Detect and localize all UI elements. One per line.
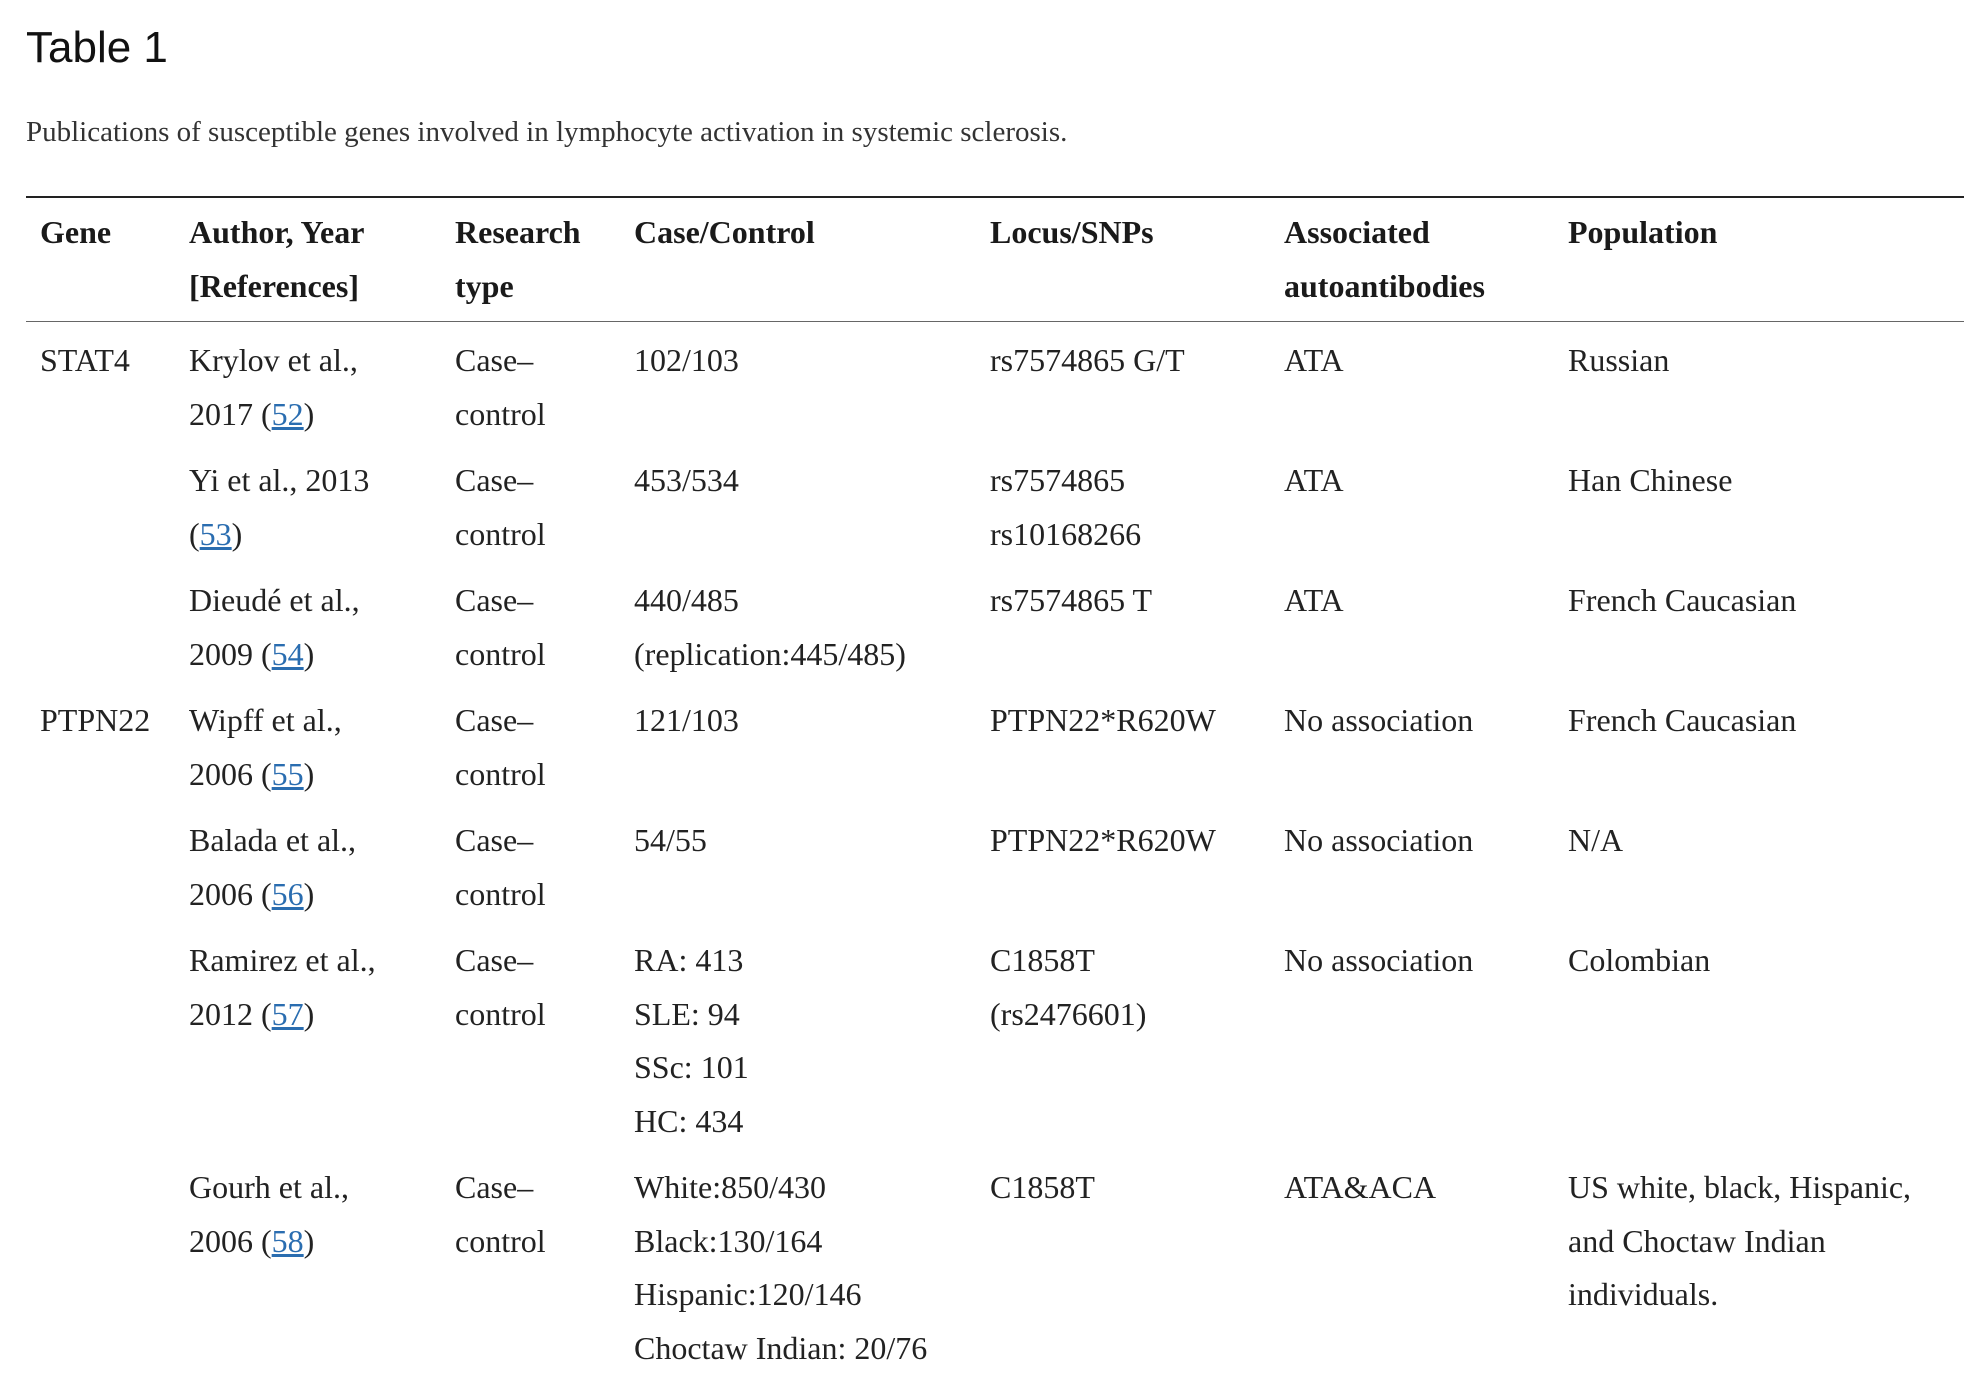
cell-case-control <box>620 801 976 921</box>
cell-research-type-line: Case– <box>455 942 534 978</box>
cell-case-control <box>620 561 976 681</box>
header-case-control <box>620 197 976 322</box>
cell-author-year <box>175 921 441 1148</box>
header-gene <box>26 197 175 322</box>
cell-locus-snps-line: PTPN22*R620W <box>990 822 1216 858</box>
cell-population-line: US white, black, Hispanic, <box>1568 1169 1912 1205</box>
author-year-line: 2012 (57) <box>189 995 315 1032</box>
cell-locus-snps-line: rs7574865 T <box>990 582 1153 618</box>
author-line: Dieudé et al., <box>189 582 360 618</box>
cell-locus-snps <box>976 921 1270 1148</box>
reference-link[interactable]: 52 <box>271 395 304 432</box>
cell-author-year <box>175 561 441 681</box>
cell-research-type-line: control <box>455 875 546 912</box>
author-year-line: 2017 (52) <box>189 395 315 432</box>
cell-locus-snps-line: C1858T <box>990 1169 1095 1205</box>
cell-autoantibodies-line: ATA&ACA <box>1284 1169 1437 1205</box>
cell-case-control-line: 54/55 <box>634 822 707 858</box>
cell-locus-snps <box>976 322 1270 442</box>
cell-case-control <box>620 1148 976 1375</box>
cell-research-type <box>441 801 620 921</box>
cell-locus-snps <box>976 561 1270 681</box>
author-year-text: 2012 ( <box>189 995 272 1032</box>
cell-autoantibodies <box>1270 322 1554 442</box>
cell-case-control-line: Black:130/164 <box>634 1222 823 1259</box>
cell-research-type-line: control <box>455 995 546 1032</box>
table-row <box>26 1148 1964 1375</box>
data-table <box>26 196 1964 1375</box>
cell-locus-snps-line: PTPN22*R620W <box>990 702 1216 738</box>
cell-case-control-line: 440/485 <box>634 582 739 618</box>
cell-autoantibodies <box>1270 681 1554 801</box>
cell-autoantibodies <box>1270 921 1554 1148</box>
cell-research-type <box>441 681 620 801</box>
table-title: Table 1 <box>26 23 168 72</box>
cell-case-control-line: Hispanic:120/146 <box>634 1276 862 1312</box>
cell-author-year <box>175 441 441 561</box>
cell-research-type-line: Case– <box>455 462 534 498</box>
table-header <box>26 197 1964 322</box>
cell-research-type <box>441 1148 620 1375</box>
cell-author-year <box>175 1148 441 1375</box>
table-row <box>26 921 1964 1148</box>
cell-autoantibodies-line: No association <box>1284 702 1474 738</box>
table-caption: Publications of susceptible genes involved in lymphocyte activation in systemic sclerosis. <box>26 116 1068 148</box>
reference-link[interactable]: 53 <box>199 515 232 552</box>
header-line: autoantibodies <box>1284 267 1485 304</box>
cell-case-control-line: Choctaw Indian: 20/76 <box>634 1329 928 1366</box>
cell-population <box>1554 681 1964 801</box>
reference-link[interactable]: 58 <box>271 1222 304 1259</box>
cell-autoantibodies-line: No association <box>1284 822 1474 858</box>
cell-autoantibodies <box>1270 561 1554 681</box>
cell-population <box>1554 1148 1964 1375</box>
author-line: Balada et al., <box>189 822 357 858</box>
table-row <box>26 561 1964 681</box>
cell-research-type-line: control <box>455 755 546 792</box>
author-year-line: 2009 (54) <box>189 635 315 672</box>
author-year-text: 2009 ( <box>189 635 272 672</box>
cell-gene <box>26 801 175 921</box>
author-line: Krylov et al., <box>189 342 358 378</box>
cell-population <box>1554 441 1964 561</box>
reference-link[interactable]: 55 <box>271 755 304 792</box>
author-year-text: 2017 ( <box>189 395 272 432</box>
reference-link[interactable]: 57 <box>271 995 304 1032</box>
author-year-text: 2006 ( <box>189 875 272 912</box>
cell-locus-snps-line: (rs2476601) <box>990 995 1147 1032</box>
cell-case-control-line: 102/103 <box>634 342 739 378</box>
author-line: Yi et al., 2013 <box>189 462 370 498</box>
cell-case-control <box>620 441 976 561</box>
cell-case-control-line: 121/103 <box>634 702 739 738</box>
cell-population <box>1554 561 1964 681</box>
cell-population-line: French Caucasian <box>1568 582 1797 618</box>
cell-research-type-line: control <box>455 635 546 672</box>
header-author-year <box>175 197 441 322</box>
cell-research-type-line: Case– <box>455 1169 534 1205</box>
cell-locus-snps-line: rs7574865 G/T <box>990 342 1185 378</box>
cell-gene <box>26 441 175 561</box>
cell-case-control-line: HC: 434 <box>634 1102 744 1139</box>
author-year-line: 2006 (58) <box>189 1222 315 1259</box>
cell-case-control-line: SLE: 94 <box>634 995 740 1032</box>
cell-population-line: Russian <box>1568 342 1670 378</box>
cell-population-line: French Caucasian <box>1568 702 1797 738</box>
author-year-line: 2006 (56) <box>189 875 315 912</box>
cell-case-control-line: 453/534 <box>634 462 739 498</box>
cell-autoantibodies <box>1270 801 1554 921</box>
cell-author-year <box>175 801 441 921</box>
author-line: Gourh et al., <box>189 1169 349 1205</box>
cell-case-control <box>620 921 976 1148</box>
cell-population <box>1554 322 1964 442</box>
header-research-type <box>441 197 620 322</box>
table-row <box>26 681 1964 801</box>
cell-locus-snps-line: C1858T <box>990 942 1095 978</box>
header-line: Locus/SNPs <box>990 214 1154 250</box>
header-line: Author, Year <box>189 214 365 250</box>
table-row <box>26 441 1964 561</box>
cell-research-type <box>441 322 620 442</box>
author-year-text: 2006 ( <box>189 1222 272 1259</box>
cell-author-year <box>175 322 441 442</box>
cell-case-control-line: SSc: 101 <box>634 1049 749 1085</box>
header-line: Research <box>455 214 581 250</box>
cell-autoantibodies-line: No association <box>1284 942 1474 978</box>
header-line: [References] <box>189 267 359 304</box>
table-body <box>26 322 1964 1376</box>
cell-case-control-line: RA: 413 <box>634 942 744 978</box>
cell-research-type <box>441 441 620 561</box>
cell-gene <box>26 921 175 1148</box>
cell-case-control <box>620 322 976 442</box>
cell-autoantibodies <box>1270 441 1554 561</box>
cell-author-year <box>175 681 441 801</box>
cell-locus-snps <box>976 1148 1270 1375</box>
cell-gene <box>26 1148 175 1375</box>
author-year-line: (53) <box>189 515 243 552</box>
header-row <box>26 197 1964 322</box>
author-year-text: 2006 ( <box>189 755 272 792</box>
cell-locus-snps-line: rs7574865 <box>990 462 1126 498</box>
cell-population <box>1554 801 1964 921</box>
cell-research-type-line: control <box>455 395 546 432</box>
reference-link[interactable]: 56 <box>271 875 304 912</box>
cell-autoantibodies <box>1270 1148 1554 1375</box>
header-line: Associated <box>1284 214 1430 250</box>
table-row <box>26 322 1964 442</box>
cell-locus-snps <box>976 681 1270 801</box>
cell-locus-snps-line: rs10168266 <box>990 515 1142 552</box>
cell-autoantibodies-line: ATA <box>1284 582 1344 618</box>
table-row <box>26 801 1964 921</box>
author-year-text: ( <box>189 515 200 552</box>
author-line: Wipff et al., <box>189 702 342 738</box>
header-line: Population <box>1568 214 1718 250</box>
cell-gene: STAT4 <box>40 342 130 378</box>
cell-population <box>1554 921 1964 1148</box>
header-line: Case/Control <box>634 214 815 250</box>
cell-case-control <box>620 681 976 801</box>
cell-research-type <box>441 561 620 681</box>
cell-research-type-line: Case– <box>455 702 534 738</box>
cell-research-type-line: Case– <box>455 582 534 618</box>
cell-gene: PTPN22 <box>40 702 151 738</box>
cell-population-line: Han Chinese <box>1568 462 1733 498</box>
cell-gene <box>26 561 175 681</box>
cell-locus-snps <box>976 801 1270 921</box>
header-autoantibodies <box>1270 197 1554 322</box>
author-year-line: 2006 (55) <box>189 755 315 792</box>
author-line: Ramirez et al., <box>189 942 376 978</box>
cell-case-control-line: White:850/430 <box>634 1169 826 1205</box>
header-population <box>1554 197 1964 322</box>
cell-population-line: and Choctaw Indian <box>1568 1222 1826 1259</box>
cell-autoantibodies-line: ATA <box>1284 462 1344 498</box>
cell-research-type <box>441 921 620 1148</box>
cell-research-type-line: Case– <box>455 822 534 858</box>
cell-case-control-line: (replication:445/485) <box>634 635 906 672</box>
cell-research-type-line: Case– <box>455 342 534 378</box>
cell-autoantibodies-line: ATA <box>1284 342 1344 378</box>
cell-population-line: N/A <box>1568 822 1624 858</box>
cell-population-line: individuals. <box>1568 1276 1719 1312</box>
header-line: type <box>455 267 514 304</box>
cell-population-line: Colombian <box>1568 942 1711 978</box>
cell-research-type-line: control <box>455 1222 546 1259</box>
cell-locus-snps <box>976 441 1270 561</box>
header-locus-snps <box>976 197 1270 322</box>
cell-research-type-line: control <box>455 515 546 552</box>
header-line: Gene <box>40 214 112 250</box>
reference-link[interactable]: 54 <box>271 635 304 672</box>
